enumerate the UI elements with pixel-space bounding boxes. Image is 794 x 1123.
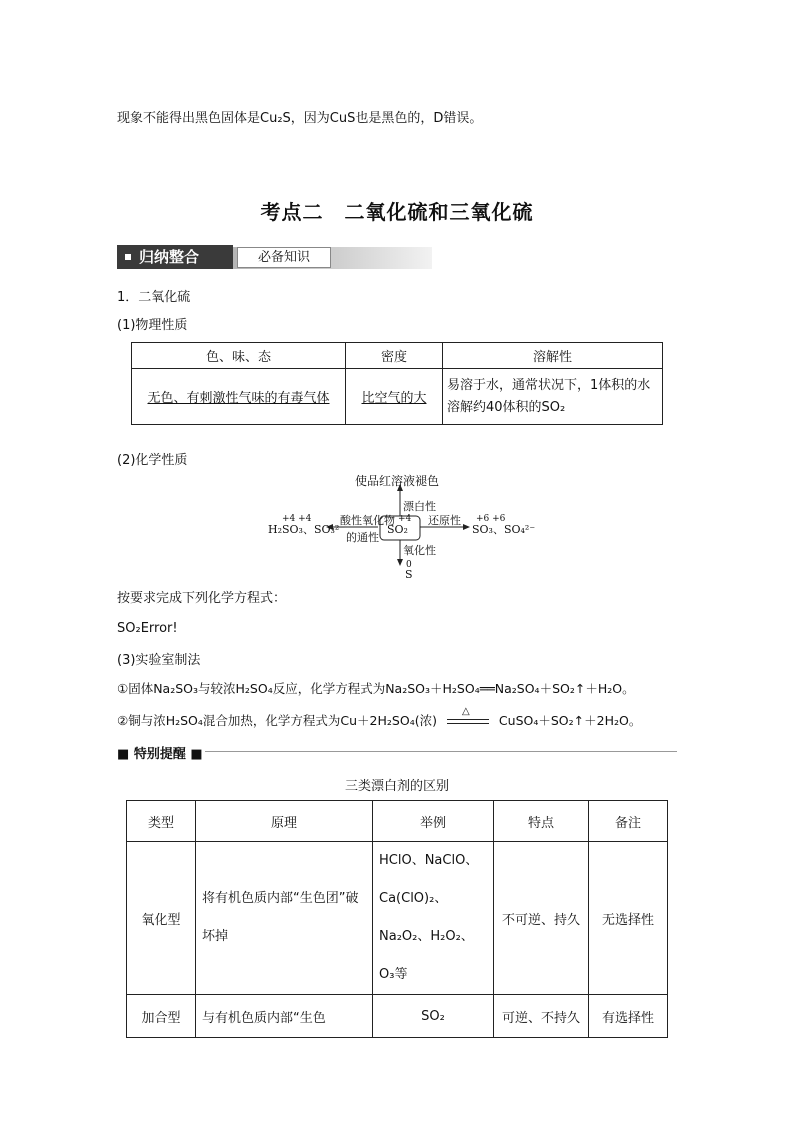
bottom-species: S [405, 568, 413, 581]
arrow-right-head [463, 524, 470, 530]
heat-icon: △ [461, 706, 470, 717]
heading-so2: 1．二氧化硫 [117, 290, 191, 305]
table-cell: 加合型 [127, 995, 196, 1038]
table-header: 密度 [346, 343, 443, 369]
equals-line [447, 719, 489, 720]
table-cell: SO₂ [373, 995, 494, 1038]
arrow-down-head [397, 559, 403, 566]
table-header: 原理 [196, 801, 373, 842]
center-species: SO₂ [387, 523, 408, 536]
heating-condition [445, 706, 491, 730]
table-cell: 有选择性 [589, 995, 668, 1038]
table-cell: HClO、NaClO、Ca(ClO)₂、Na₂O₂、H₂O₂、O₃等 [373, 842, 494, 995]
label-acid-2: 的通性 [346, 531, 379, 544]
equals-line [447, 723, 489, 724]
table-cell: 氧化型 [127, 842, 196, 995]
instruction: 按要求完成下列化学方程式： [117, 591, 287, 606]
table-header: 类型 [127, 801, 196, 842]
special-tip [117, 743, 677, 762]
banner-primary-label: 归纳整合 [139, 248, 200, 266]
table-header: 特点 [494, 801, 589, 842]
label-oxidize: 氧化性 [403, 544, 436, 557]
table-cell: 无色、有刺激性气味的有毒气体 [132, 369, 346, 425]
section-title: 考点二 二氧化硫和三氧化硫 [260, 200, 534, 224]
heading-physical: (1)物理性质 [117, 318, 188, 333]
tip-rule [205, 751, 677, 752]
table-header: 溶解性 [443, 343, 663, 369]
table2-caption: 三类漂白剂的区别 [344, 779, 449, 794]
square-icon [125, 254, 131, 260]
label-acid-1: 酸性氧化物 [340, 514, 395, 527]
label-bleach: 漂白性 [403, 500, 436, 513]
banner-secondary: 必备知识 [237, 247, 331, 268]
right-species: SO₃、SO₄²⁻ [472, 523, 536, 536]
diagram-top-text: 使品红溶液褪色 [355, 474, 440, 488]
bottom-oxidation-state: 0 [406, 560, 412, 570]
table-header: 色、味、态 [132, 343, 346, 369]
lab-equation-1: ①固体Na₂SO₃与较浓H₂SO₄反应，化学方程式为Na₂SO₃＋H₂SO₄══Na₂SO₄＋SO₂↑＋H₂O。 [117, 681, 635, 696]
table-row [127, 842, 668, 995]
lab-equation-2-left: ②铜与浓H₂SO₄混合加热，化学方程式为Cu＋2H₂SO₄(浓) [117, 713, 437, 728]
section-banner [117, 245, 432, 271]
table-header: 举例 [373, 801, 494, 842]
table-cell: 易溶于水，通常状况下，1体积的水溶解约40体积的SO₂ [443, 369, 663, 425]
table-header: 备注 [589, 801, 668, 842]
table-cell: 可逆、不持久 [494, 995, 589, 1038]
tip-label: ■ 特别提醒 ■ [117, 747, 203, 762]
heading-lab: (3)实验室制法 [117, 653, 201, 668]
so2-property-diagram [260, 474, 540, 584]
table-cell: 比空气的大 [346, 369, 443, 425]
heading-chemical: (2)化学性质 [117, 453, 188, 468]
lab-equation-2 [117, 706, 642, 730]
table-cell: 无选择性 [589, 842, 668, 995]
banner-primary [117, 245, 233, 269]
continuation-text: 现象不能得出黑色固体是Cu₂S，因为CuS也是黑色的，D错误。 [117, 111, 483, 126]
tip-label-text: 特别提醒 [133, 747, 186, 762]
left-species: H₂SO₃、SO₃²⁻ [268, 523, 346, 536]
error-line: SO₂Error! [117, 621, 178, 636]
table-cell: 与有机色质内部“生色 [196, 995, 373, 1038]
table-row [127, 995, 668, 1038]
left-oxidation-state: +4 +4 [282, 514, 312, 524]
right-oxidation-state: +6 +6 [476, 514, 506, 524]
center-oxidation-state: +4 [398, 514, 412, 524]
label-reduce: 还原性 [428, 514, 461, 527]
table-cell: 不可逆、持久 [494, 842, 589, 995]
lab-equation-2-right: CuSO₄＋SO₂↑＋2H₂O。 [498, 713, 642, 728]
bleach-table [126, 800, 668, 1038]
physical-properties-table [131, 342, 663, 425]
table-cell: 将有机色质内部“生色团”破坏掉 [196, 842, 373, 995]
